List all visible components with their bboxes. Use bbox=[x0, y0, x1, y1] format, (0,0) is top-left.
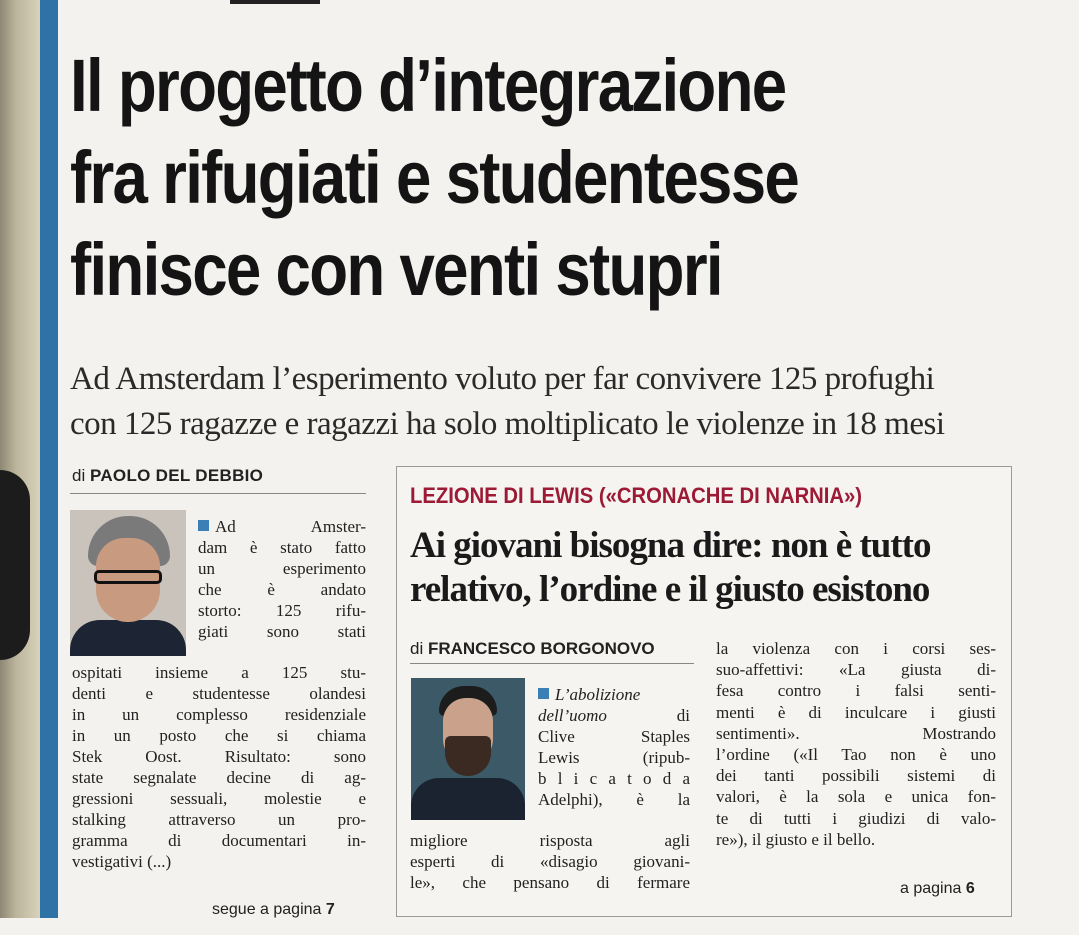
text-line: le», che pensano di fermare bbox=[410, 873, 690, 892]
text-line: Stek Oost. Risultato: sono bbox=[72, 747, 366, 766]
adjacent-photo-edge bbox=[0, 0, 40, 918]
text-line: Adelphi), è la bbox=[538, 790, 690, 809]
byline-left bbox=[72, 466, 263, 486]
headline bbox=[70, 40, 930, 316]
text-line: stalking attraverso un pro- bbox=[72, 810, 366, 829]
subheadline bbox=[70, 357, 1030, 447]
box-headline-line: relativo, l’ordine e il giusto esistono bbox=[410, 569, 930, 610]
box-headline bbox=[410, 524, 1030, 612]
text-line: che è andato bbox=[198, 580, 366, 599]
continues-label: a pagina bbox=[900, 880, 962, 897]
author-name: PAOLO DEL DEBBIO bbox=[89, 466, 264, 485]
text-line: state segnalate decine di ag- bbox=[72, 768, 366, 787]
accent-bar bbox=[40, 0, 58, 918]
text-line: l’ordine («Il Tao non è uno bbox=[716, 745, 996, 765]
subheadline-line: con 125 ragazze e ragazzi ha solo moltiplicato le violenze in 18 mesi bbox=[70, 406, 945, 442]
text-line: esperti di «disagio giovani- bbox=[410, 852, 690, 871]
continues-link-right[interactable] bbox=[900, 880, 975, 898]
article-right-text-wide bbox=[410, 830, 690, 893]
top-rule bbox=[230, 0, 320, 4]
text-line: storto: 125 rifu- bbox=[198, 601, 366, 620]
continues-page: 7 bbox=[325, 901, 335, 918]
text-line: gressioni sessuali, molestie e bbox=[72, 789, 366, 808]
text-line: valori, è la sola e unica fon- bbox=[716, 787, 996, 807]
byline-rule bbox=[70, 493, 366, 494]
text-line: L’abolizione bbox=[538, 684, 690, 705]
text-line: dam è stato fatto bbox=[198, 538, 366, 557]
subheadline-line: Ad Amsterdam l’esperimento voluto per far convivere 125 profughi bbox=[70, 361, 935, 397]
continues-page: 6 bbox=[965, 880, 975, 897]
text-line: dell’uomo di bbox=[538, 706, 690, 725]
text-line: b l i c a t o d a bbox=[538, 769, 690, 788]
article-right-text-col2 bbox=[716, 638, 996, 850]
text-line: sentimenti». Mostrando bbox=[716, 723, 996, 743]
text-line: menti è di inculcare i giusti bbox=[716, 702, 996, 722]
text-line: dei tanti possibili sistemi di bbox=[716, 766, 996, 786]
author-photo-del-debbio bbox=[70, 510, 186, 656]
text-line: denti e studentesse olandesi bbox=[72, 684, 366, 703]
author-name: FRANCESCO BORGONOVO bbox=[427, 639, 655, 658]
text-line: te di tutti i giudizi di valo- bbox=[716, 808, 996, 828]
text-line: Lewis (ripub- bbox=[538, 748, 690, 767]
byline-right bbox=[410, 639, 655, 659]
headline-line: finisce con venti stupri bbox=[70, 228, 722, 311]
text-line: fesa contro i falsi senti- bbox=[716, 681, 996, 701]
text-line: un esperimento bbox=[198, 559, 366, 578]
headline-line: fra rifugiati e studentesse bbox=[70, 136, 799, 219]
continues-link-left[interactable] bbox=[212, 901, 335, 919]
article-left-text-narrow bbox=[198, 516, 366, 642]
text-line: suo-affettivi: «La giusta di- bbox=[716, 660, 996, 680]
byline-prefix: di bbox=[72, 466, 86, 485]
kicker: LEZIONE DI LEWIS («CRONACHE DI NARNIA») bbox=[410, 483, 863, 508]
headline-line: Il progetto d’integrazione bbox=[70, 44, 786, 127]
paragraph-marker-icon bbox=[198, 520, 209, 531]
text-line: gramma di documentari in- bbox=[72, 831, 366, 850]
text-line: giati sono stati bbox=[198, 622, 366, 641]
text-line: la violenza con i corsi ses- bbox=[716, 639, 996, 658]
text-line: Clive Staples bbox=[538, 727, 690, 746]
text-line: ospitati insieme a 125 stu- bbox=[72, 663, 366, 682]
article-left-text-wide bbox=[72, 662, 366, 872]
continues-label: segue a pagina bbox=[212, 901, 322, 918]
text-line: Ad Amster- bbox=[198, 516, 366, 537]
text-line: vestigativi (...) bbox=[72, 852, 172, 871]
author-photo-borgonovo bbox=[411, 678, 525, 820]
box-headline-line: Ai giovani bisogna dire: non è tutto bbox=[410, 525, 931, 566]
text-line: in un complesso residenziale bbox=[72, 705, 366, 724]
article-right-text-narrow bbox=[538, 684, 690, 810]
text-line: re»), il giusto e il bello. bbox=[716, 829, 876, 849]
paragraph-marker-icon bbox=[538, 688, 549, 699]
text-line: in un posto che si chiama bbox=[72, 726, 366, 745]
byline-rule bbox=[410, 663, 694, 664]
text-line: migliore risposta agli bbox=[410, 831, 690, 850]
byline-prefix: di bbox=[410, 639, 424, 658]
